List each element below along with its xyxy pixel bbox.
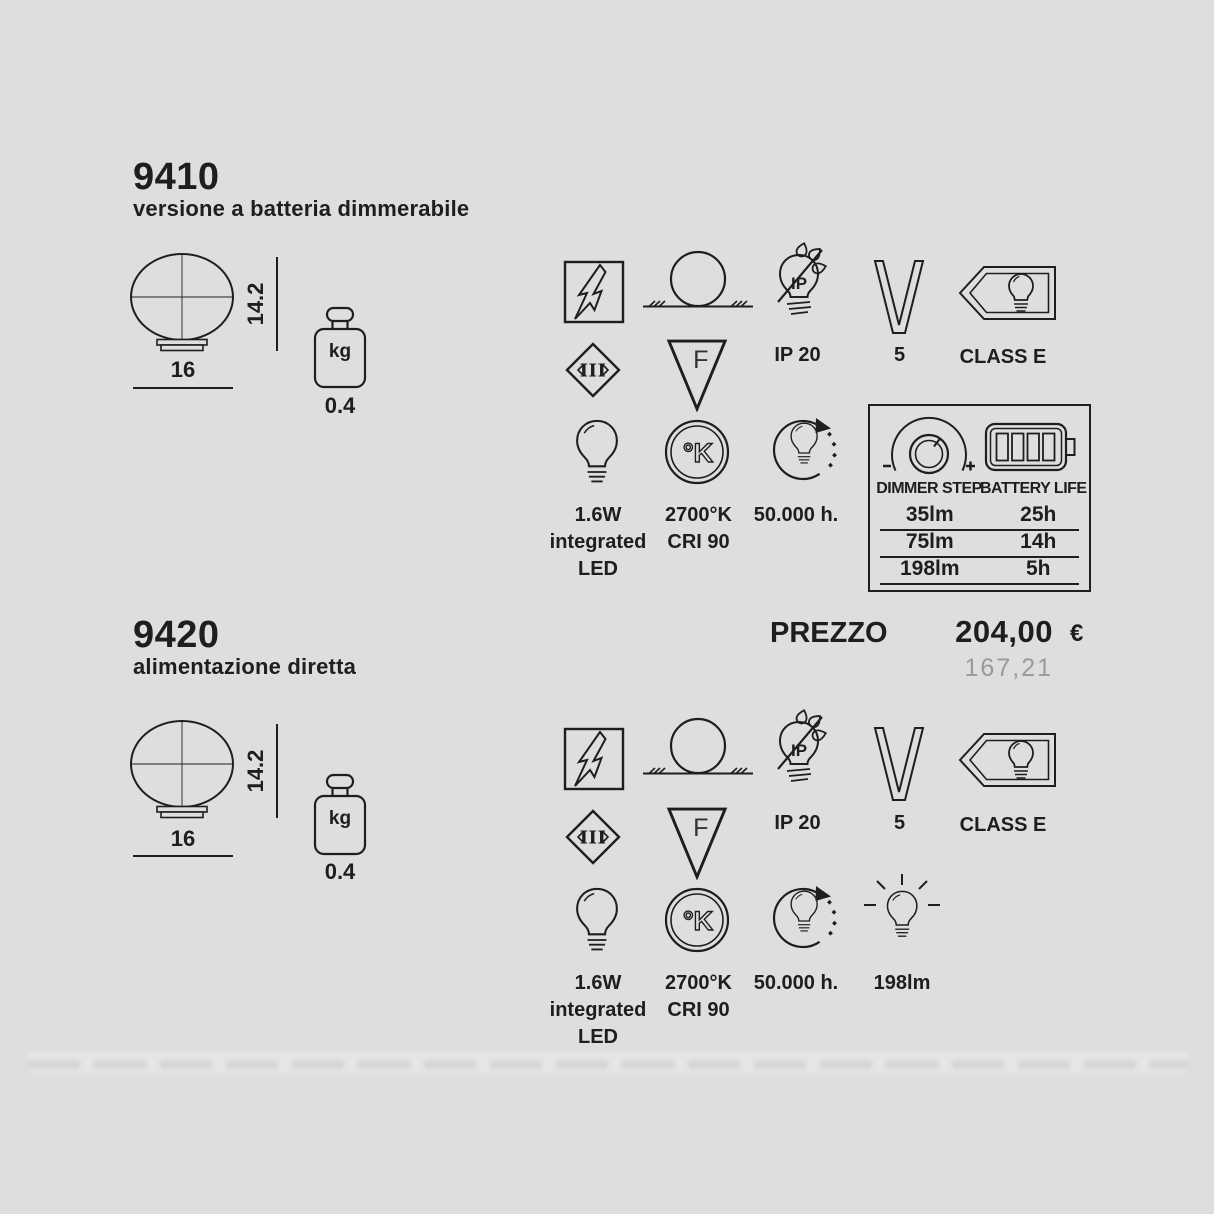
lumens-value: 198lm [873, 972, 931, 994]
diameter-dimension-value: 16 [170, 357, 196, 382]
battery-life-header: BATTERY LIFE [980, 480, 1087, 497]
wattage-value: 1.6W [574, 504, 622, 526]
price-secondary: 167,21 [964, 654, 1053, 682]
height-dimension-value: 14.2 [243, 749, 268, 793]
voltage-label: 5 [893, 812, 906, 834]
voltage-label: 5 [893, 344, 906, 366]
battery-life-value: 14h [1020, 530, 1057, 553]
ip-protection-icon [770, 242, 830, 326]
table-row [880, 502, 1079, 531]
height-dimension-line [276, 724, 278, 818]
energy-class-label: CLASS E [959, 346, 1047, 368]
dimmer-battery-table [868, 404, 1091, 592]
lumens-label [850, 970, 954, 997]
class-iii-mark: III [579, 360, 607, 382]
battery-icon [984, 420, 1078, 474]
price-currency: € [1070, 620, 1084, 647]
energy-class-label: CLASS E [959, 814, 1047, 836]
weight-value: 0.4 [324, 859, 356, 884]
lifetime-label [740, 502, 852, 529]
price-label: PREZZO [770, 617, 888, 649]
kelvin-mark: °K [682, 438, 714, 468]
wattage-line2: integrated [549, 531, 647, 553]
faded-footer-text [28, 1052, 1188, 1074]
ip-mark: IP [790, 274, 808, 293]
wattage-line3: LED [578, 558, 618, 580]
dimmer-step-value: 75lm [905, 530, 954, 553]
price-amount: 204,00 [955, 614, 1053, 649]
table-row [880, 529, 1079, 558]
height-dimension-line [276, 257, 278, 351]
bulb-icon [572, 419, 622, 489]
dimmer-knob-icon [882, 414, 976, 476]
bulb-icon [572, 887, 622, 957]
f-mark: F [693, 346, 709, 375]
kelvin-mark: °K [682, 906, 714, 936]
sphere-on-surface-icon [641, 717, 755, 779]
wattage-label [542, 970, 654, 1051]
weight-unit: kg [328, 341, 352, 362]
battery-life-value: 25h [1020, 503, 1057, 526]
color-temp-value: 2700°K [665, 972, 732, 994]
weight-unit: kg [328, 808, 352, 829]
wattage-line2: integrated [549, 999, 647, 1021]
energy-class-icon [958, 264, 1058, 322]
dimmer-step-header: DIMMER STEP [876, 480, 982, 497]
product-subtitle: versione a batteria dimmerabile [133, 196, 470, 221]
f-symbol-icon [666, 806, 728, 880]
wattage-label [542, 502, 654, 583]
kelvin-icon [664, 887, 730, 953]
cri-value: CRI 90 [667, 999, 730, 1021]
table-row [880, 556, 1079, 585]
ip-protection-icon [770, 709, 830, 793]
class-iii-icon [565, 809, 621, 865]
lamp-drawing [128, 719, 238, 821]
lifetime-value: 50.000 h. [753, 504, 839, 526]
dimmer-step-value: 198lm [899, 557, 960, 580]
diameter-dimension-value: 16 [170, 826, 196, 851]
ip-mark: IP [790, 741, 808, 760]
volt-icon [871, 725, 927, 803]
wattage-line3: LED [578, 1026, 618, 1048]
lifetime-icon [763, 410, 843, 488]
f-mark: F [693, 814, 709, 843]
lamp-drawing [128, 252, 238, 354]
lifetime-icon [763, 878, 843, 956]
lifetime-label [740, 970, 852, 997]
weight-value: 0.4 [324, 393, 356, 418]
product-subtitle: alimentazione diretta [133, 654, 357, 679]
battery-life-value: 5h [1025, 557, 1051, 580]
color-temp-label [646, 502, 751, 556]
product-code: 9420 [133, 614, 220, 656]
class-iii-mark: III [579, 827, 607, 849]
product-code: 9410 [133, 156, 220, 198]
ip-rating-label: IP 20 [774, 812, 821, 834]
lifetime-value: 50.000 h. [753, 972, 839, 994]
lumen-bulb-icon [860, 872, 944, 954]
f-symbol-icon [666, 338, 728, 412]
cri-value: CRI 90 [667, 531, 730, 553]
electricity-icon [563, 260, 625, 324]
ip-rating-label: IP 20 [774, 344, 821, 366]
volt-icon [871, 258, 927, 336]
class-iii-icon [565, 342, 621, 398]
sphere-on-surface-icon [641, 250, 755, 312]
kelvin-icon [664, 419, 730, 485]
wattage-value: 1.6W [574, 972, 622, 994]
width-dimension-line [133, 855, 233, 857]
color-temp-value: 2700°K [665, 504, 732, 526]
energy-class-icon [958, 731, 1058, 789]
height-dimension-value: 14.2 [243, 282, 268, 326]
color-temp-label [646, 970, 751, 1024]
dimmer-step-value: 35lm [905, 503, 954, 526]
electricity-icon [563, 727, 625, 791]
width-dimension-line [133, 387, 233, 389]
